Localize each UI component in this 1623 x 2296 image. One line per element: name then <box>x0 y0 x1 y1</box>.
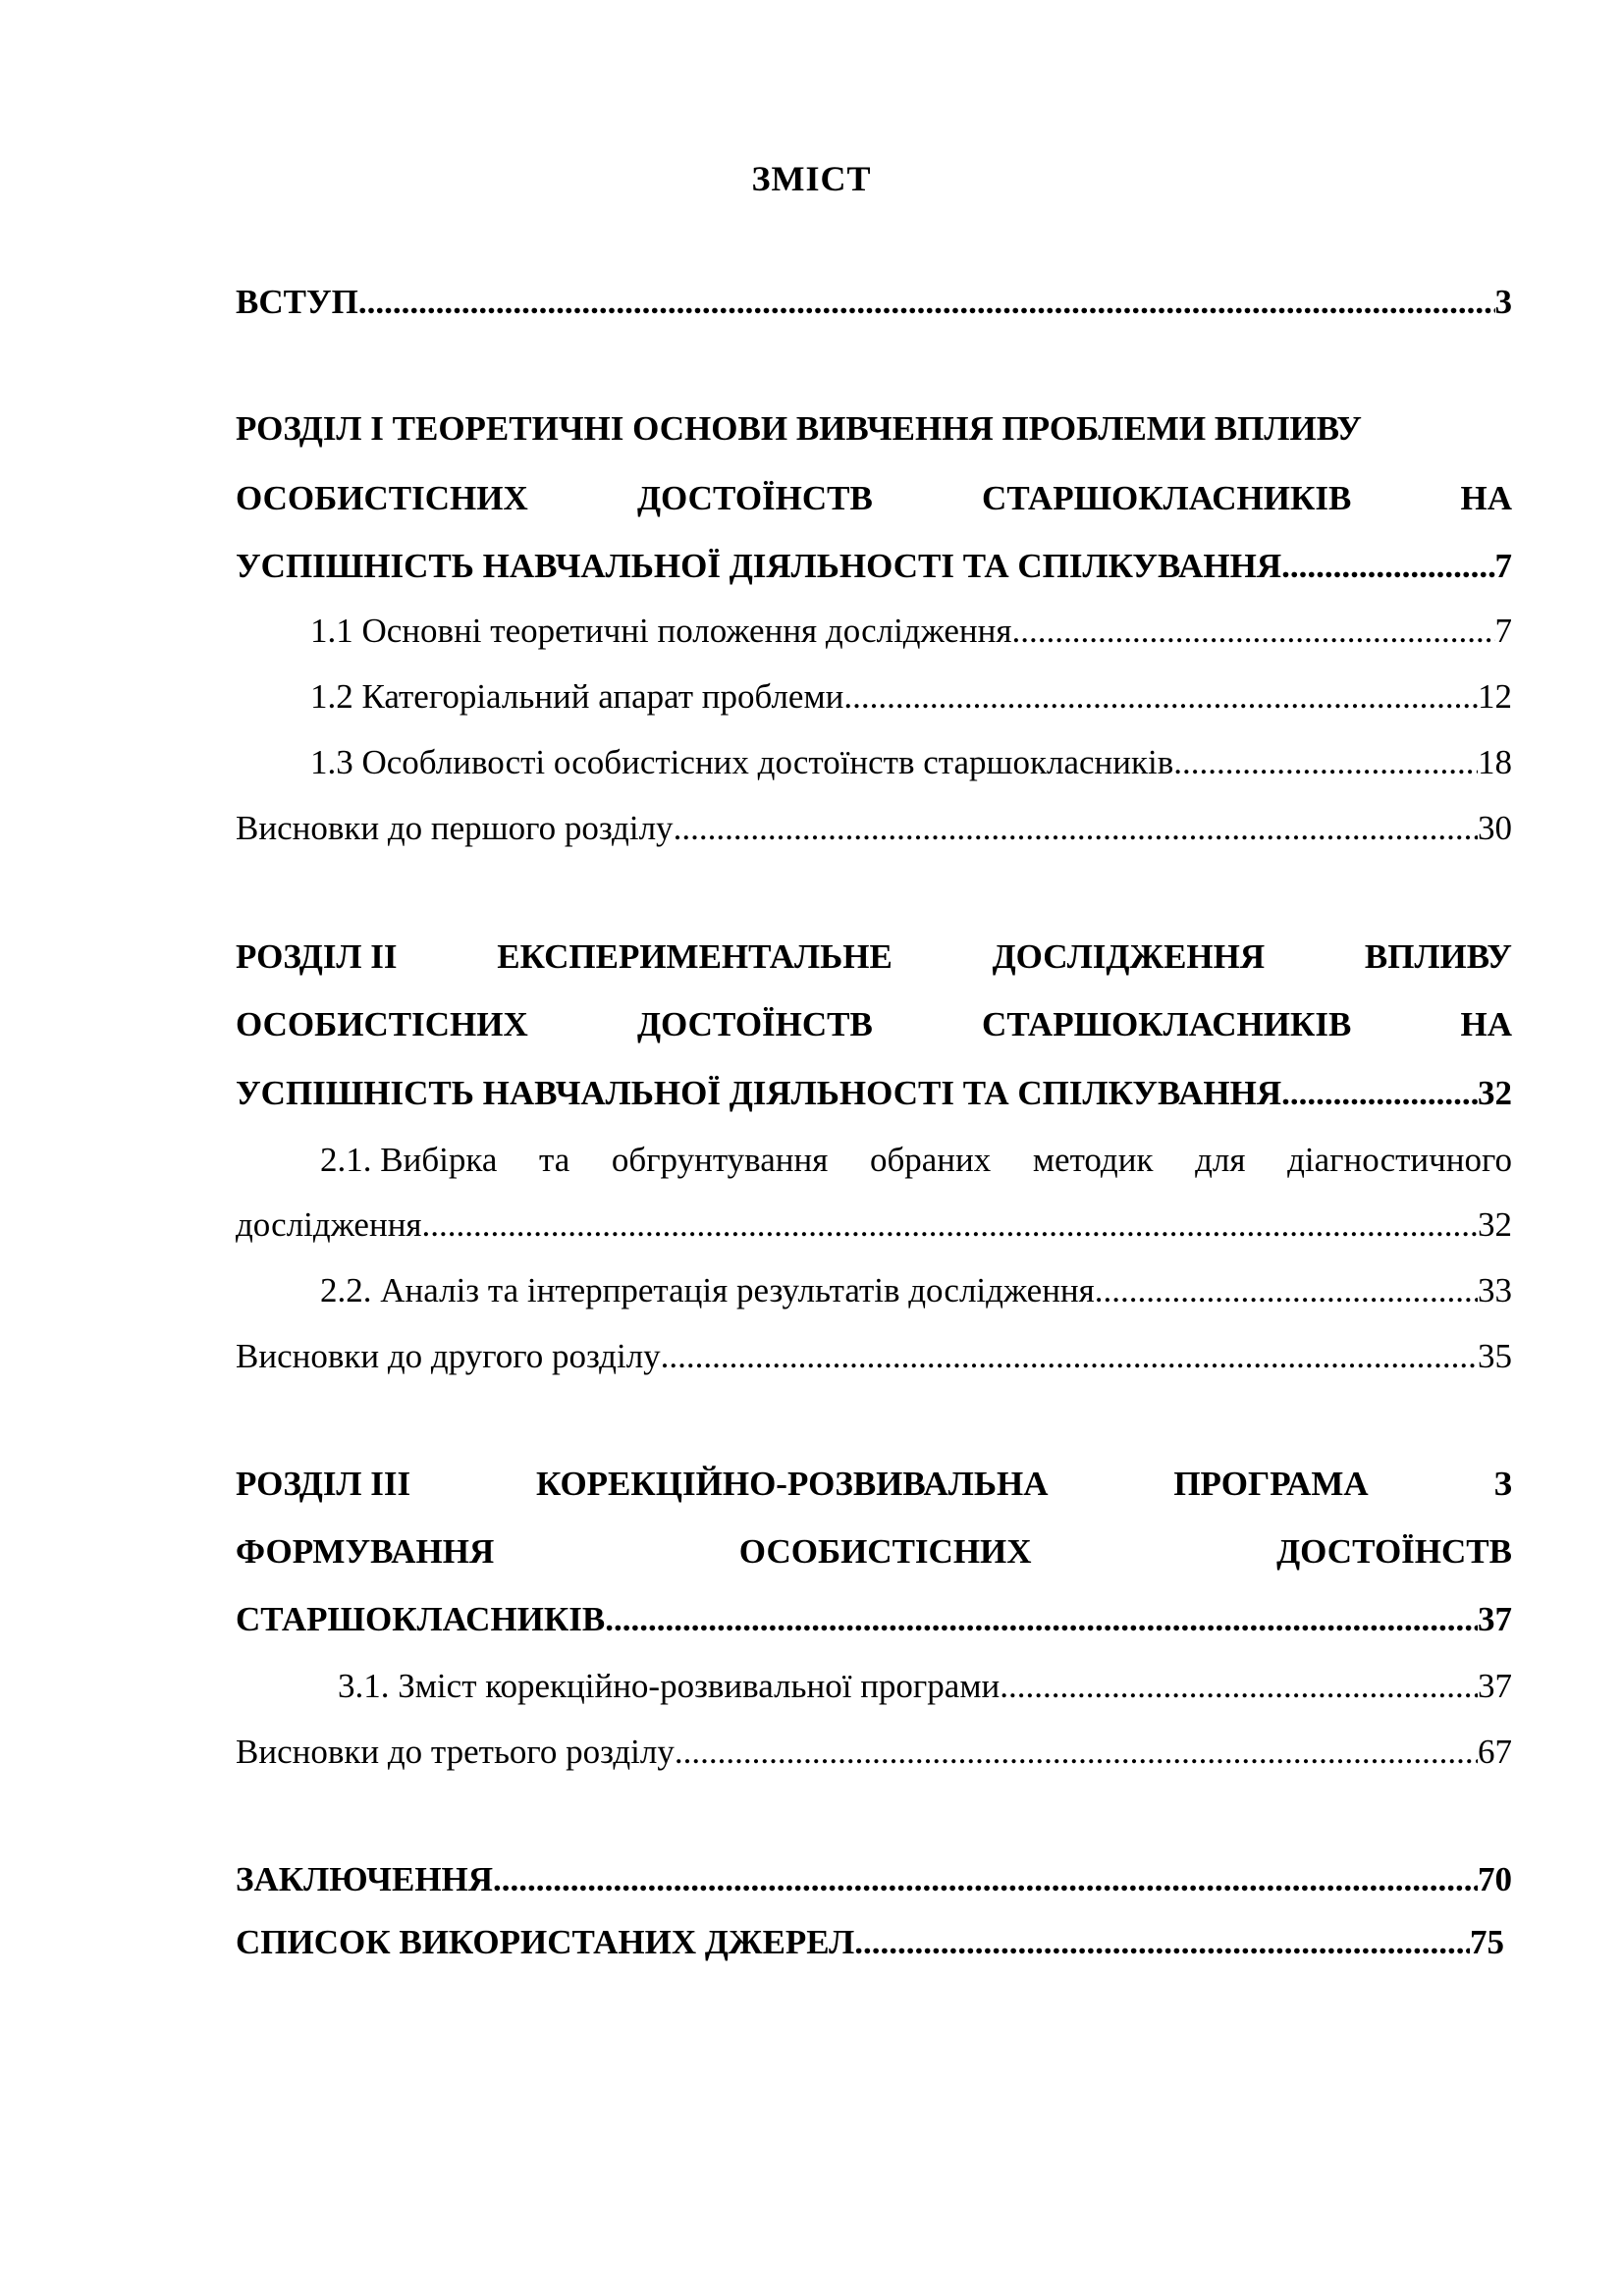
toc-word: обраних <box>869 1141 992 1179</box>
toc-entry-text: 1.2 Категоріальний апарат проблеми <box>310 677 844 716</box>
toc-entry-text: 1.1 Основні теоретичні положення дослідження <box>310 612 1012 650</box>
toc-entry-text: Висновки до третього розділу <box>236 1733 675 1771</box>
toc-chapter3-line2[interactable] <box>236 1521 1512 1583</box>
toc-leader-dots <box>605 1588 1478 1651</box>
toc-word: ПРОГРАМА <box>1173 1465 1369 1503</box>
toc-word: ДОСЛІДЖЕННЯ <box>992 937 1266 976</box>
toc-leader-dots <box>1095 1259 1478 1322</box>
toc-section-1-2[interactable] <box>310 666 1512 728</box>
toc-entry-text: Висновки до другого розділу <box>236 1337 661 1375</box>
toc-conclusion-1[interactable] <box>236 797 1512 860</box>
toc-chapter1-line3[interactable] <box>236 535 1512 598</box>
toc-word: ДОСТОЇНСТВ <box>636 1005 873 1043</box>
toc-leader-dots <box>1000 1655 1478 1718</box>
toc-entry-page: 30 <box>1478 809 1512 847</box>
toc-entry-text: УСПІШНІСТЬ НАВЧАЛЬНОЇ ДІЯЛЬНОСТІ ТА СПІЛКУВАННЯ <box>236 1074 1282 1112</box>
toc-leader-dots <box>1011 600 1494 663</box>
toc-entry-conclusions[interactable] <box>236 1848 1512 1911</box>
toc-entry-text: ВСТУП <box>236 283 358 321</box>
toc-word: ДОСТОЇНСТВ <box>636 479 873 517</box>
toc-word: ОСОБИСТІСНИХ <box>236 479 528 517</box>
toc-leader-dots <box>358 271 1495 334</box>
toc-word: та <box>539 1141 570 1179</box>
toc-entry-text: 2.2. Аналіз та інтерпретація результатів дослідження <box>320 1271 1095 1309</box>
toc-entry-page: 70 <box>1478 1860 1512 1898</box>
toc-word: обгрунтування <box>611 1141 829 1179</box>
toc-word: ВПЛИВУ <box>1364 937 1512 976</box>
toc-chapter2-line3[interactable] <box>236 1062 1512 1125</box>
toc-entry-text: 1.3 Особливості особистісних достоїнств старшокласників <box>310 743 1174 781</box>
toc-entry-page: 32 <box>1478 1205 1512 1244</box>
toc-word: ЕКСПЕРИМЕНТАЛЬНЕ <box>497 937 893 976</box>
toc-leader-dots <box>674 797 1478 860</box>
toc-entry-page: 3 <box>1494 283 1512 321</box>
toc-entry-text: ЗАКЛЮЧЕННЯ <box>236 1860 494 1898</box>
toc-section-1-3[interactable] <box>310 731 1512 794</box>
toc-word: З <box>1493 1465 1512 1503</box>
toc-word: НА <box>1460 1005 1512 1043</box>
toc-section-1-1[interactable] <box>310 600 1512 663</box>
toc-entry-page: 67 <box>1478 1733 1512 1771</box>
toc-word: СТАРШОКЛАСНИКІВ <box>982 1005 1352 1043</box>
toc-leader-dots <box>1173 731 1478 794</box>
toc-conclusion-3[interactable] <box>236 1721 1512 1784</box>
toc-entry-page: 37 <box>1478 1667 1512 1705</box>
toc-word: РОЗДІЛ ІІІ <box>236 1465 411 1503</box>
toc-word: діагностичного <box>1287 1141 1512 1179</box>
toc-chapter1-line1[interactable] <box>236 398 1512 460</box>
toc-entry-page: 18 <box>1478 743 1512 781</box>
toc-word: СТАРШОКЛАСНИКІВ <box>982 479 1352 517</box>
toc-entry-page: 7 <box>1494 547 1512 585</box>
toc-entry-text: дослідження <box>236 1205 422 1244</box>
toc-word: ДОСТОЇНСТВ <box>1276 1532 1512 1571</box>
toc-section-2-1-line1[interactable] <box>320 1129 1512 1192</box>
toc-word: ФОРМУВАННЯ <box>236 1532 495 1571</box>
toc-section-2-2[interactable] <box>320 1259 1512 1322</box>
toc-chapter3-line1[interactable] <box>236 1453 1512 1516</box>
toc-section-2-1-line2[interactable] <box>236 1194 1512 1256</box>
toc-word: ОСОБИСТІСНИХ <box>236 1005 528 1043</box>
toc-word: КОРЕКЦІЙНО-РОЗВИВАЛЬНА <box>535 1465 1049 1503</box>
toc-chapter2-line1[interactable] <box>236 926 1512 988</box>
toc-leader-dots <box>1281 1062 1478 1125</box>
toc-chapter2-line2[interactable] <box>236 993 1512 1056</box>
toc-word: ОСОБИСТІСНИХ <box>738 1532 1032 1571</box>
toc-leader-dots <box>493 1848 1478 1911</box>
toc-entry-text: СПИСОК ВИКОРИСТАНИХ ДЖЕРЕЛ <box>236 1923 855 1961</box>
toc-word: РОЗДІЛ ІІ <box>236 937 398 976</box>
toc-entry-page: 32 <box>1478 1074 1512 1112</box>
toc-leader-dots <box>422 1194 1478 1256</box>
toc-leader-dots <box>675 1721 1478 1784</box>
toc-section-3-1[interactable] <box>338 1655 1512 1718</box>
toc-leader-dots <box>1281 535 1494 598</box>
toc-entry-page: 12 <box>1478 677 1512 716</box>
toc-entry-references[interactable] <box>236 1911 1504 1974</box>
toc-entry-page: 75 <box>1470 1923 1504 1961</box>
toc-entry-text: УСПІШНІСТЬ НАВЧАЛЬНОЇ ДІЯЛЬНОСТІ ТА СПІЛКУВАННЯ <box>236 547 1282 585</box>
toc-entry-text: СТАРШОКЛАСНИКІВ <box>236 1600 606 1638</box>
toc-word: для <box>1195 1141 1246 1179</box>
toc-leader-dots <box>854 1911 1470 1974</box>
toc-leader-dots <box>843 666 1478 728</box>
toc-word: НА <box>1460 479 1512 517</box>
toc-entry-page: 37 <box>1478 1600 1512 1638</box>
toc-chapter3-line3[interactable] <box>236 1588 1512 1651</box>
toc-entry-text: Висновки до першого розділу <box>236 809 674 847</box>
toc-entry-text: 3.1. Зміст корекційно-розвивальної програми <box>338 1667 1001 1705</box>
toc-chapter1-line2[interactable] <box>236 467 1512 530</box>
toc-entry-page: 35 <box>1478 1337 1512 1375</box>
toc-entry-page: 7 <box>1494 612 1512 650</box>
toc-title: ЗМІСТ <box>751 159 872 198</box>
toc-word: 2.1. Вибірка <box>320 1141 498 1179</box>
toc-entry-intro[interactable] <box>236 271 1512 334</box>
toc-conclusion-2[interactable] <box>236 1325 1512 1388</box>
toc-word: методик <box>1032 1141 1154 1179</box>
toc-leader-dots <box>661 1325 1478 1388</box>
toc-entry-page: 33 <box>1478 1271 1512 1309</box>
toc-heading-text: РОЗДІЛ І ТЕОРЕТИЧНІ ОСНОВИ ВИВЧЕННЯ ПРОБЛЕМИ ВПЛИВУ <box>236 409 1362 448</box>
